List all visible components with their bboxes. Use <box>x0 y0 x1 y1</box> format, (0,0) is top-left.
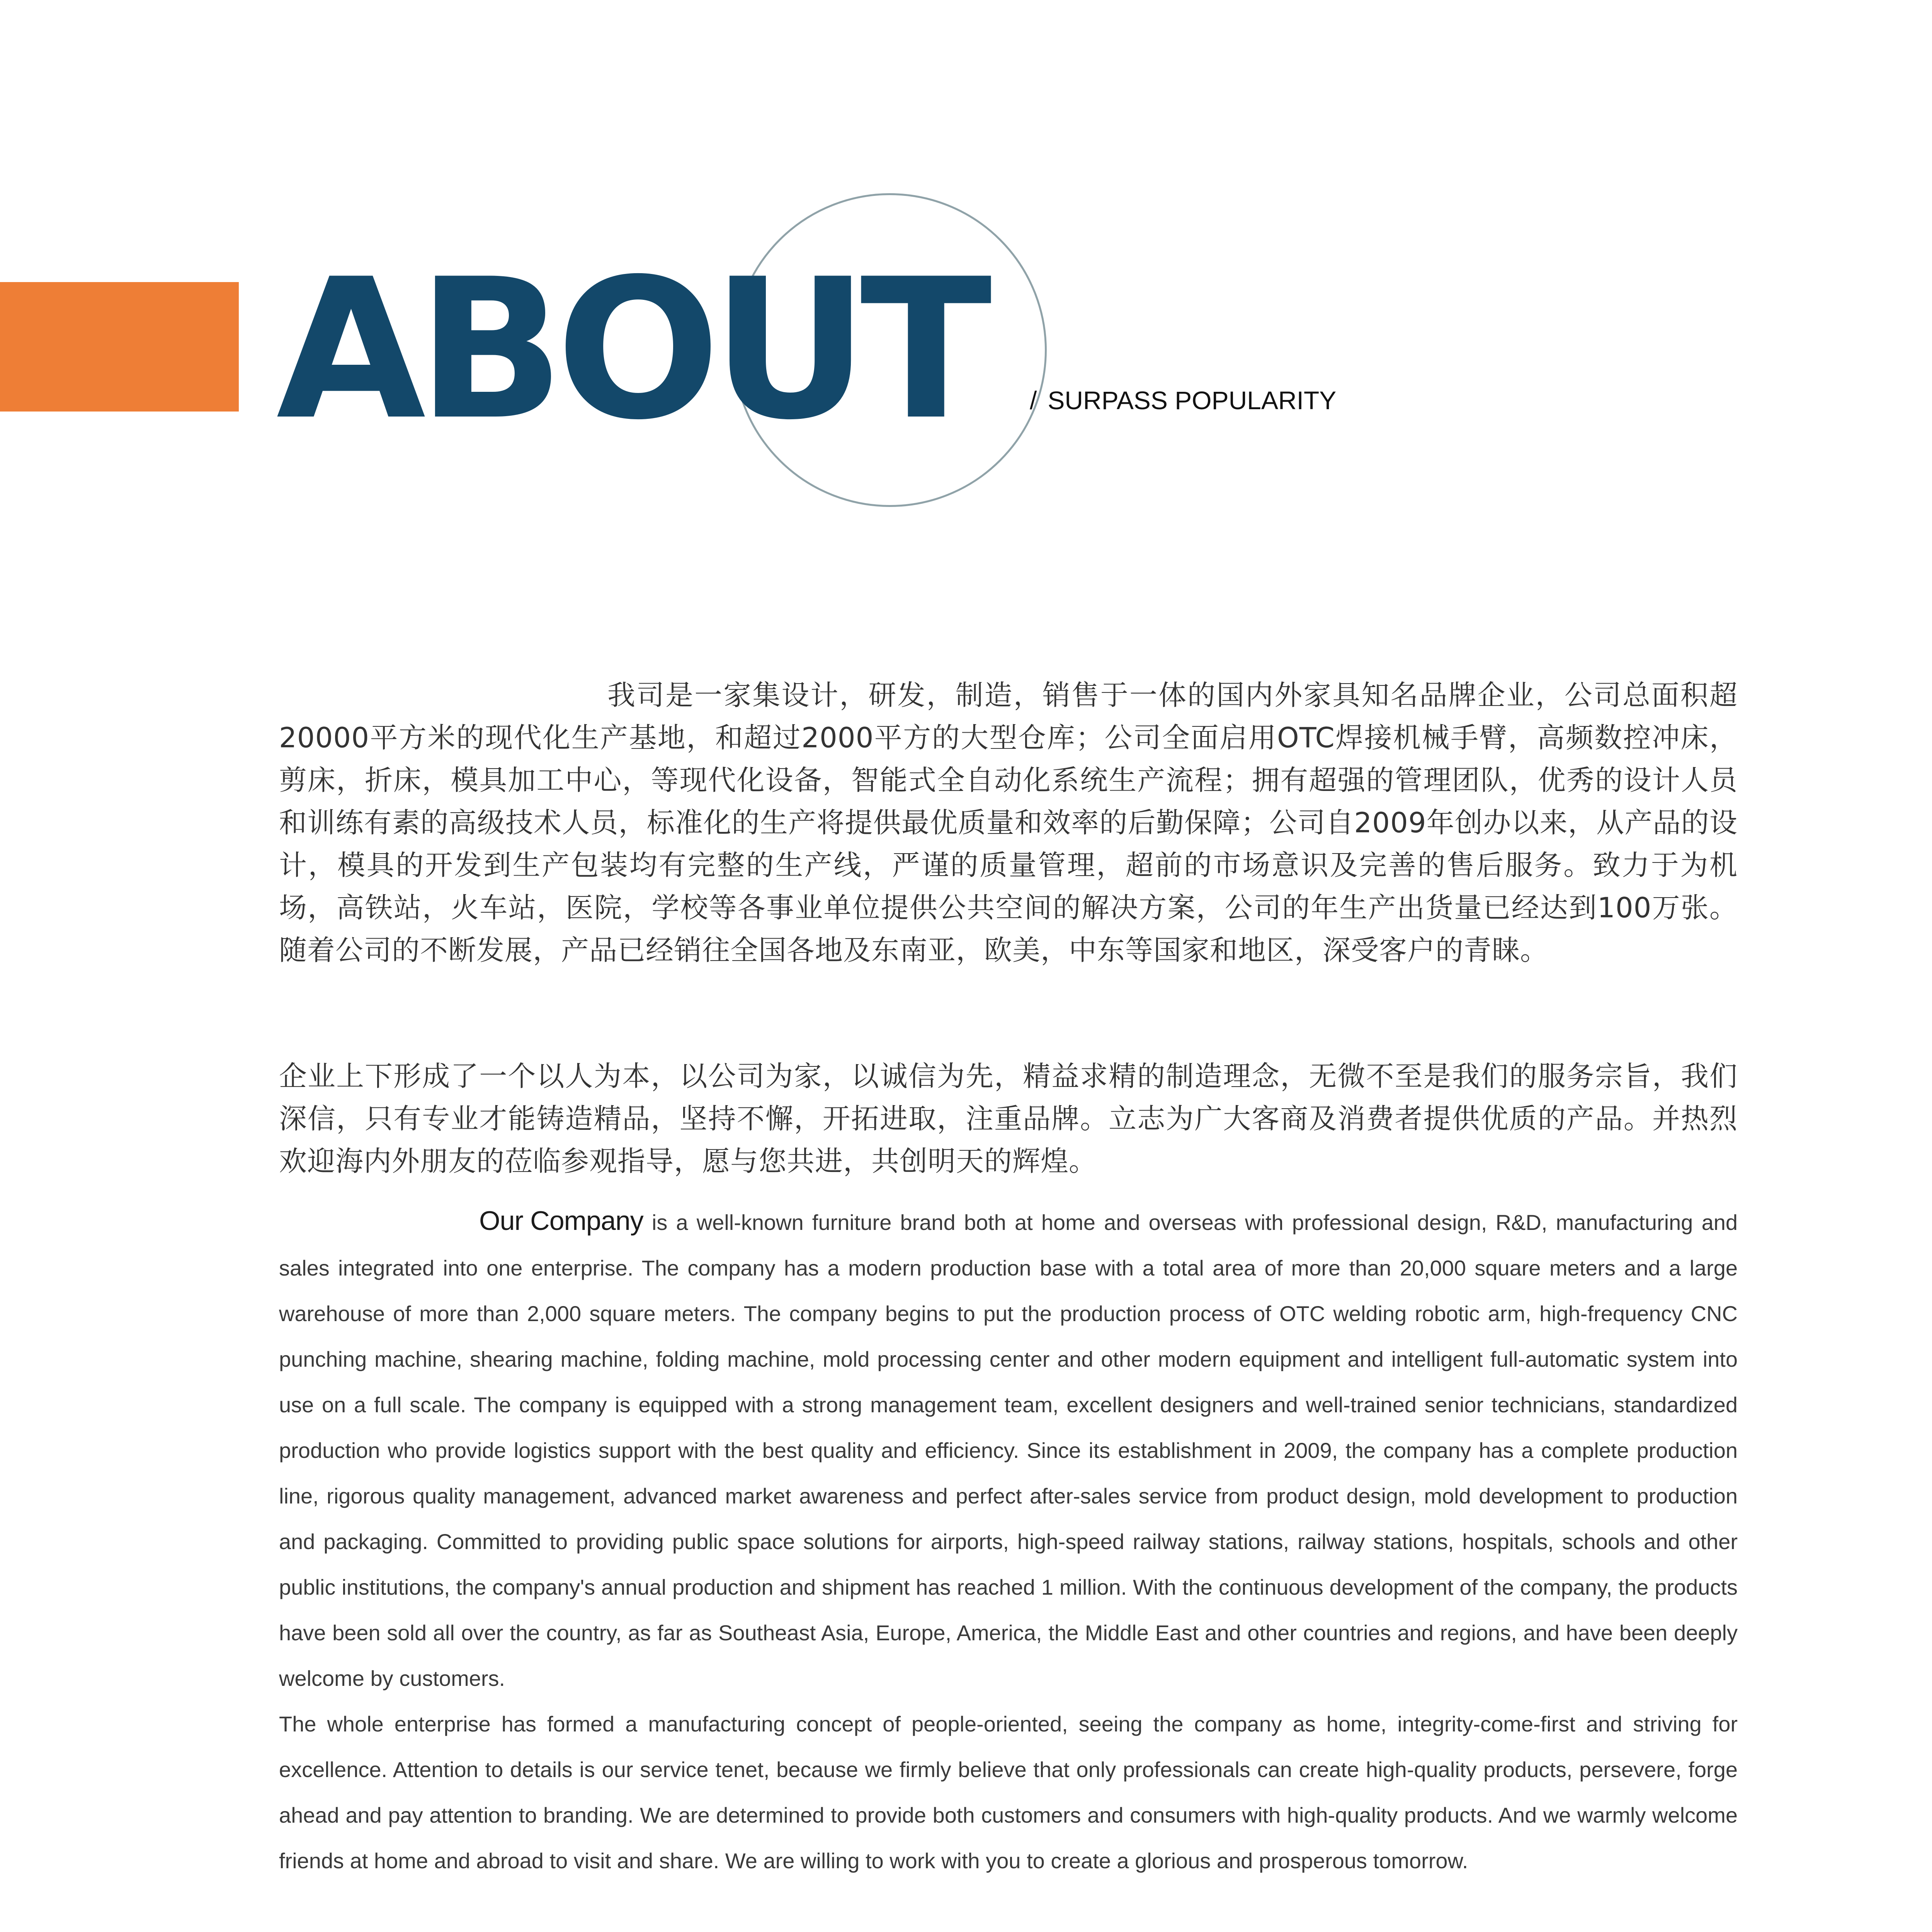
subtitle-slash: / <box>1030 386 1037 415</box>
english-paragraph-2: The whole enterprise has formed a manufacturing concept of people-oriented, seeing the company as home, integrity-come-first and striving for excellence. Attention to details is our service tenet, because we firmly believe that only professionals can create high-quality products, persevere, forge ahead and pay attention to branding. We are determined to provide both customers and consumers with high-quality products. And we warmly welcome friends at home and abroad to visit and share. We are willing to work with you to create a glorious and prosperous tomorrow. <box>279 1712 1738 1873</box>
page-title: ABOUT <box>276 237 984 462</box>
chinese-paragraph-1: 我司是一家集设计，研发，制造，销售于一体的国内外家具知名品牌企业，公司总面积超20000平方米的现代化生产基地，和超过2000平方的大型仓库；公司全面启用OTC焊接机械手臂，高频数控冲床，剪床，折床，模具加工中心，等现代化设备，智能式全自动化系统生产流程；拥有超强的管理团队，优秀的设计人员和训练有素的高级技术人员，标准化的生产将提供最优质量和效率的后勤保障；公司自2009年创办以来，从产品的设计，模具的开发到生产包装均有完整的生产线，严谨的质量管理，超前的市场意识及完善的售后服务。致力于为机场，高铁站，火车站，医院，学校等各事业单位提供公共空间的解决方案，公司的年生产出货量已经达到100万张。随着公司的不断发展，产品已经销往全国各地及东南亚，欧美，中东等国家和地区，深受客户的青睐。 <box>279 679 1738 966</box>
subtitle <box>1030 388 1336 413</box>
english-lead-in: Our Company <box>479 1206 643 1236</box>
chinese-paragraph-2: 企业上下形成了一个以人为本，以公司为家，以诚信为先，精益求精的制造理念，无微不至是我们的服务宗旨，我们深信，只有专业才能铸造精品，坚持不懈，开拓进取，注重品牌。立志为广大客商及消费者提供优质的产品。并热烈欢迎海内外朋友的莅临参观指导，愿与您共进，共创明天的辉煌。 <box>279 1060 1738 1177</box>
subtitle-text: SURPASS POPULARITY <box>1048 386 1337 415</box>
orange-accent-bar <box>0 282 239 412</box>
english-body <box>279 1198 1738 1884</box>
english-paragraph-1-text: is a well-known furniture brand both at home and overseas with professional design, R&D, manufacturing and sales integrated into one enterprise. The company has a modern production base with a total area of more than 20,000 square meters and a large warehouse of more than 2,000 square meters. The company begins to put the production process of OTC welding robotic arm, high-frequency CNC punching machine, shearing machine, folding machine, mold processing center and other modern equipment and intelligent full-automatic system into use on a full scale. The company is equipped with a strong management team, excellent designers and well-trained senior technicians, standardized production who provide logistics support with the best quality and efficiency. Since its establishment in 2009, the company has a complete production line, rigorous quality management, advanced market awareness and perfect after-sales service from product design, mold development to production and packaging. Committed to providing public space solutions for airports, high-speed railway stations, railway stations, hospitals, schools and other public institutions, the company's annual production and shipment has reached 1 million. With the continuous development of the company, the products have been sold all over the country, as far as Southeast Asia, Europe, America, the Middle East and other countries and regions, and have been deeply welcome by customers. <box>279 1210 1738 1690</box>
english-paragraph-1 <box>279 1198 1738 1701</box>
